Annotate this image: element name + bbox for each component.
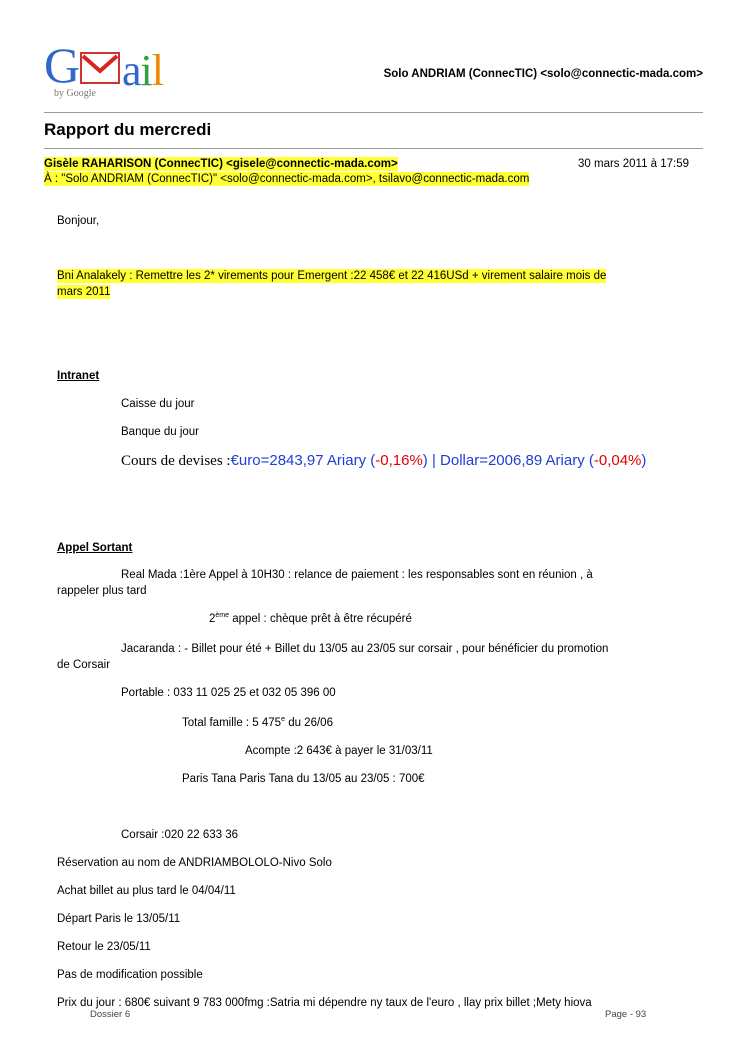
retour: Retour le 23/05/11 bbox=[57, 941, 151, 953]
dollar-change: -0,04% bbox=[593, 452, 642, 469]
portable-numbers: Portable : 033 11 025 25 et 032 05 396 00 bbox=[121, 687, 336, 699]
message-date: 30 mars 2011 à 17:59 bbox=[578, 158, 690, 170]
logo-ail: ail bbox=[122, 46, 163, 95]
total-famille: Total famille : 5 475e du 26/06 bbox=[182, 716, 333, 729]
page-title: Rapport du mercredi bbox=[44, 120, 212, 139]
achat-billet: Achat billet au plus tard le 04/04/11 bbox=[57, 885, 236, 897]
logo-by-google: by Google bbox=[54, 88, 96, 99]
jacaranda-line-2: de Corsair bbox=[57, 659, 111, 671]
title-divider bbox=[44, 148, 703, 149]
exchange-rates bbox=[121, 451, 646, 471]
appel-sortant-heading: Appel Sortant bbox=[57, 542, 133, 554]
account-email: Solo ANDRIAM (ConnecTIC) <solo@connectic-mada.com> bbox=[383, 68, 703, 80]
message-sender[interactable]: Gisèle RAHARISON (ConnecTIC) <gisele@connectic-mada.com> bbox=[44, 158, 398, 170]
rates-close: ) bbox=[641, 452, 647, 469]
corsair-phone: Corsair :020 22 633 36 bbox=[121, 829, 238, 841]
logo-g: G bbox=[44, 37, 81, 93]
depart-paris: Départ Paris le 13/05/11 bbox=[57, 913, 181, 925]
real-mada-line-2: rappeler plus tard bbox=[57, 585, 147, 597]
caisse-du-jour: Caisse du jour bbox=[121, 398, 195, 410]
bni-line-1: Bni Analakely : Remettre les 2* virements pour Emergent :22 458€ et 22 416USd + virement salaire mois de bbox=[57, 270, 607, 282]
reservation: Réservation au nom de ANDRIAMBOLOLO-Nivo Solo bbox=[57, 857, 332, 869]
message-recipients: À : "Solo ANDRIAM (ConnecTIC)" <solo@connectic-mada.com>, tsilavo@connectic-mada.com bbox=[44, 173, 530, 185]
greeting: Bonjour, bbox=[57, 215, 100, 227]
acompte: Acompte :2 643€ à payer le 31/03/11 bbox=[245, 745, 433, 757]
header-divider bbox=[44, 112, 703, 113]
dollar-rate: ) | Dollar=2006,89 Ariary ( bbox=[422, 452, 594, 469]
footer-dossier: Dossier 6 bbox=[90, 1009, 131, 1020]
gmail-logo bbox=[44, 37, 179, 102]
prix-du-jour: Prix du jour : 680€ suivant 9 783 000fmg :Satria mi dépendre ny taux de l'euro , llay prix billet ;Mety hiova bbox=[57, 997, 592, 1009]
intranet-heading: Intranet bbox=[57, 370, 100, 382]
bni-line-2: mars 2011 bbox=[57, 286, 111, 298]
paris-tana: Paris Tana Paris Tana du 13/05 au 23/05 : 700€ bbox=[182, 773, 425, 785]
envelope-m-icon bbox=[80, 52, 120, 84]
euro-change: -0,16% bbox=[375, 452, 423, 469]
real-mada-line-1: Real Mada :1ère Appel à 10H30 : relance de paiement : les responsables sont en réunion , à bbox=[121, 569, 593, 581]
jacaranda-line-1: Jacaranda : - Billet pour été + Billet du 13/05 au 23/05 sur corsair , pour bénéficier du promotion bbox=[121, 643, 609, 655]
exchange-rates-label: Cours de devises : bbox=[121, 453, 231, 469]
euro-rate: €uro=2843,97 Ariary ( bbox=[230, 452, 376, 469]
banque-du-jour: Banque du jour bbox=[121, 426, 200, 438]
footer-page-number: Page - 93 bbox=[605, 1009, 647, 1020]
second-call: 2ème appel : chèque prêt à être récupéré bbox=[209, 612, 412, 625]
pas-de-modification: Pas de modification possible bbox=[57, 969, 203, 981]
